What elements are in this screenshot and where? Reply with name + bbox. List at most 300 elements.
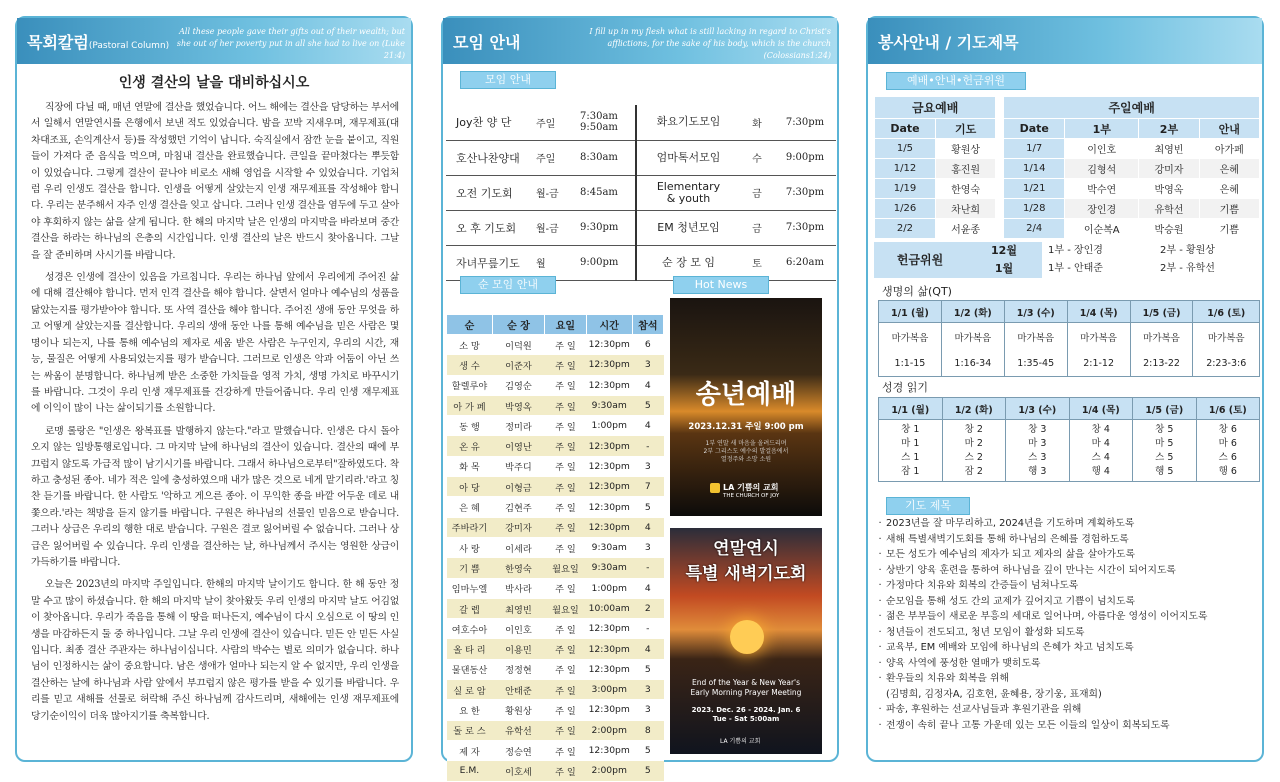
meeting-row xyxy=(446,105,836,140)
worship-cell: 아가페 xyxy=(1199,139,1259,159)
qt-book: 마가복음 xyxy=(1130,323,1193,351)
reading-item: 마 6 xyxy=(1218,437,1237,449)
prayer-text: 가정마다 치유와 회복의 간증들이 넘쳐나도록 xyxy=(886,580,1079,591)
meetings-title: 모임 안내 xyxy=(453,33,521,52)
soon-cell: 임마누엘 xyxy=(447,578,493,598)
soon-cell: 주 일 xyxy=(545,436,587,456)
soon-cell: 4 xyxy=(632,416,663,436)
reading-item: 마 4 xyxy=(1091,437,1110,449)
meeting-name: 순 장 모 임 xyxy=(636,245,740,280)
soon-cell: 주 일 xyxy=(545,395,587,415)
reading-cell xyxy=(1006,420,1070,482)
soon-cell: 주바라기 xyxy=(447,517,493,537)
worship-table xyxy=(874,96,1260,239)
qt-title: 생명의 삶(QT) xyxy=(882,285,952,298)
reading-day: 1/3 (수) xyxy=(1006,398,1070,420)
qt-verse: 2:1-12 xyxy=(1067,351,1130,377)
reading-item: 행 4 xyxy=(1091,465,1110,477)
soon-row xyxy=(447,436,664,456)
column-verse: All these people gave their gifts out of their wealth; but she out of her poverty put in all she had to live on (Luke 21:4) xyxy=(176,27,405,60)
worship-cell: 2/4 xyxy=(1004,219,1065,239)
worship-cell: 기쁨 xyxy=(1199,199,1259,219)
meeting-time: 8:30am xyxy=(580,140,636,175)
soon-cell: 9:30am xyxy=(586,537,632,557)
soon-cell: 12:30pm xyxy=(586,477,632,497)
spacer xyxy=(996,119,1004,139)
prayer-text: 전쟁이 속히 끝나 고통 가운데 있는 모든 이들의 일상이 회복되도록 xyxy=(886,719,1170,731)
meeting-day: 월-금 xyxy=(536,175,580,210)
service-prayer-panel xyxy=(866,16,1264,762)
meeting-time: 7:30pm xyxy=(774,105,836,140)
poster-sub: 1부 연말 새 마음을 올려드리며 2부 그리스도 예수의 발걸음에서 열정주와 소망 소원 xyxy=(703,440,789,463)
soon-cell: 기 쁨 xyxy=(447,558,493,578)
soon-row xyxy=(447,456,664,476)
soon-cell: 5 xyxy=(632,740,663,760)
prayer-item xyxy=(874,640,1258,656)
meeting-row xyxy=(446,210,836,245)
soon-cell: 한영숙 xyxy=(492,558,544,578)
soon-cell: 이형금 xyxy=(492,477,544,497)
soon-cell: 3:00pm xyxy=(586,680,632,700)
soon-cell: 여호수아 xyxy=(447,619,493,639)
worship-cell: 황원상 xyxy=(935,139,995,159)
reading-item: 행 3 xyxy=(1028,465,1047,477)
worship-cell: 1/26 xyxy=(875,199,936,219)
soon-cell: 생 수 xyxy=(447,355,493,375)
prayer-item xyxy=(874,718,1258,734)
soon-cell: 4 xyxy=(632,639,663,659)
soon-cell: - xyxy=(632,436,663,456)
reading-cell xyxy=(1069,420,1133,482)
soon-cell: 12:30pm xyxy=(586,619,632,639)
meeting-day: 월-금 xyxy=(536,210,580,245)
soon-cell: 유학선 xyxy=(492,720,544,740)
reading-item: 마 2 xyxy=(964,437,983,449)
soon-cell: 주 일 xyxy=(545,619,587,639)
dawn-prayer-poster[interactable] xyxy=(670,528,822,754)
soon-cell: 8 xyxy=(632,720,663,740)
worship-cell: 차난희 xyxy=(935,199,995,219)
soon-cell: 6 xyxy=(632,335,663,355)
meeting-time: 7:30pm xyxy=(774,210,836,245)
soon-cell: 주 일 xyxy=(545,517,587,537)
soon-cell: 5 xyxy=(632,659,663,679)
year-end-service-poster[interactable] xyxy=(670,298,822,516)
worship-cell: 장인경 xyxy=(1065,199,1139,219)
qt-verse: 1:1-15 xyxy=(879,351,942,377)
soon-cell: 올 타 리 xyxy=(447,639,493,659)
meeting-name: 오 후 기도회 xyxy=(446,210,536,245)
meeting-row xyxy=(446,175,836,210)
meeting-row xyxy=(446,140,836,175)
reading-day: 1/2 (화) xyxy=(942,398,1006,420)
qt-verse: 2:13-22 xyxy=(1130,351,1193,377)
reading-item: 마 5 xyxy=(1155,437,1174,449)
paragraph: 성경은 인생에 결산이 있음을 가르칩니다. 우리는 하나님 앞에서 우리에게 주어진 삶에 대해 결산해야 합니다. 먼저 인격 결산을 해야 합니다. 살면서 얼마나 예수님의 성품을 닮았는지를 평가받아야 합니다. 또 사역 결산을 해야 합니다. 주어진 생애 동안 무엇을 하고 어떻게 살았는지를 결산합니다. 우리의 생애 동안 나를 통해 예수님을 믿은 사람은 몇 명이나 되는지, 나를 통해 예수님의 제자로 세움 받은 사람은 누구인지, 우리의 시간, 재능, 물질은 어떻게 사용되었는지를 평가 받습니다. 그러므로 인생은 악과 어둠이 아닌 쓰는 싸움이 분명합니다. 하나님께 받은 소중한 가치들을 영적 가치, 생명 가치로 바꾸시기를 바랍니다. 그것이 우리 인생 재무제표를 건강하게 만들어줍니다. 우리 인생 재무제표에 이익이 많이 나는 삶이되기를 소원합니다. xyxy=(31,272,399,415)
meeting-day: 수 xyxy=(740,140,774,175)
meeting-name: 엄마톡서모임 xyxy=(636,140,740,175)
soon-cell: 주 일 xyxy=(545,497,587,517)
reading-item: 창 4 xyxy=(1091,423,1110,435)
meeting-name: Elementary & youth xyxy=(636,175,740,210)
soon-cell: 12:30pm xyxy=(586,375,632,395)
qt-day: 1/4 (목) xyxy=(1067,301,1130,323)
church-logo-icon xyxy=(710,483,720,493)
soon-cell: 12:30pm xyxy=(586,436,632,456)
worship-cell: 1/19 xyxy=(875,179,936,199)
prayer-text: 모든 성도가 예수님의 제자가 되고 제자의 삶을 살아가도록 xyxy=(886,549,1135,560)
meetings-verse: I fill up in my flesh what is still lacking in regard to Christ's afflictions, for the sake of his body, which is the church (Colossians1:24) xyxy=(589,27,831,60)
prayer-item xyxy=(874,702,1258,718)
reading-cell xyxy=(942,420,1006,482)
reading-item: 창 3 xyxy=(1028,423,1047,435)
reading-day: 1/1 (월) xyxy=(879,398,943,420)
prayer-text: 환우들의 치유와 회복을 위해 xyxy=(886,673,1009,684)
column-header xyxy=(17,18,411,64)
soon-cell: 3 xyxy=(632,537,663,557)
worship-cell: 은혜 xyxy=(1199,159,1259,179)
reading-day: 1/6 (토) xyxy=(1196,398,1260,420)
qt-book: 마가복음 xyxy=(1067,323,1130,351)
offering-month: 12월 xyxy=(966,242,1042,260)
soon-cell: 이인호 xyxy=(492,619,544,639)
meeting-row xyxy=(446,245,836,280)
reading-item: 창 6 xyxy=(1218,423,1237,435)
bullet-icon: · xyxy=(878,533,882,545)
soon-row xyxy=(447,700,664,720)
soon-cell: 아 가 페 xyxy=(447,395,493,415)
prayer-text: 순모임을 통해 성도 간의 교제가 깊어지고 기쁨이 넘치도록 xyxy=(886,595,1135,607)
sunday-title: 주일예배 xyxy=(1004,97,1260,119)
soon-cell: 최영빈 xyxy=(492,598,544,618)
soon-cell: 동 행 xyxy=(447,416,493,436)
poster-date: 2023.12.31 주일 9:00 pm xyxy=(688,422,804,432)
soon-cell: 주 일 xyxy=(545,456,587,476)
reading-item: 스 4 xyxy=(1091,451,1110,463)
soon-cell: 할렐루야 xyxy=(447,375,493,395)
worship-cell: 박승원 xyxy=(1139,219,1199,239)
soon-header: 시간 xyxy=(586,315,632,335)
worship-cell: 은혜 xyxy=(1199,179,1259,199)
meeting-time: 9:30pm xyxy=(580,210,636,245)
qt-verse: 1:16-34 xyxy=(941,351,1004,377)
soon-tab: 순 모임 안내 xyxy=(460,276,556,294)
soon-cell: 5 xyxy=(632,395,663,415)
soon-row xyxy=(447,720,664,740)
worship-cell: 1/12 xyxy=(875,159,936,179)
soon-cell: 1:00pm xyxy=(586,578,632,598)
soon-cell: 12:30pm xyxy=(586,639,632,659)
qt-verse: 2:23-3:6 xyxy=(1193,351,1260,377)
prayer-item xyxy=(874,594,1258,610)
qt-day: 1/3 (수) xyxy=(1004,301,1067,323)
soon-cell: 주 일 xyxy=(545,761,587,781)
meeting-name: EM 청년모임 xyxy=(636,210,740,245)
soon-cell: 요 한 xyxy=(447,700,493,720)
reading-item: 창 1 xyxy=(901,423,920,435)
soon-cell: 9:30am xyxy=(586,395,632,415)
soon-cell: - xyxy=(632,619,663,639)
poster-title: 송년예배 xyxy=(695,380,797,410)
bullet-icon: · xyxy=(878,611,882,622)
soon-cell: 12:30pm xyxy=(586,497,632,517)
bullet-icon: · xyxy=(878,642,882,653)
soon-header: 요일 xyxy=(545,315,587,335)
prayer-item xyxy=(874,532,1258,548)
meetings-tab: 모임 안내 xyxy=(460,71,556,89)
prayer-text: 교육부, EM 예배와 모임에 하나님의 은혜가 차고 넘치도록 xyxy=(886,642,1134,653)
soon-cell: 7 xyxy=(632,477,663,497)
qt-book: 마가복음 xyxy=(941,323,1004,351)
bullet-icon: · xyxy=(878,719,882,731)
soon-cell: 12:30pm xyxy=(586,740,632,760)
soon-cell: 2 xyxy=(632,598,663,618)
soon-cell: 화 목 xyxy=(447,456,493,476)
soon-cell: 정정현 xyxy=(492,659,544,679)
soon-cell: 주 일 xyxy=(545,335,587,355)
prayer-text: 젊은 부부들이 새로운 부흥의 세대로 일어나며, 아름다운 영성이 이어지도록 xyxy=(886,611,1208,622)
soon-cell: 갈 렙 xyxy=(447,598,493,618)
soon-row xyxy=(447,619,664,639)
worship-cell: 박수연 xyxy=(1065,179,1139,199)
soon-row xyxy=(447,335,664,355)
worship-cell: 유학선 xyxy=(1139,199,1199,219)
offering-second: 2부 - 황원상 xyxy=(1160,245,1215,256)
soon-cell: 박사라 xyxy=(492,578,544,598)
meeting-time: 9:00pm xyxy=(774,140,836,175)
paragraph: 직장에 다닐 때, 매년 연말에 결산을 했었습니다. 어느 해에는 결산을 담당하는 부서에서 일해서 연말연시를 은행에서 보낸 적도 있었습니다. 밤을 꼬박 지새우며, 재무제표(대차대조표, 손익계산서 등)를 작성했던 기억이 납니다. 숙직실에서 잠깐 눈을 붙이고, 직원들이 가져다 준 음식을 먹으며, 마침내 결산을 완료했습니다. 큰일을 끝마쳤다는 뿌듯함이 있었습니다. 그렇게 결산이 끝나야 비로소 새해 영업을 시작할 수 있었습니다. 기업처럼 우리 인생도 결산을 합니다. 인생을 어떻게 살았는지 인생 재무제표를 작성해야 합니다. 우리는 분주해서 자주 인생 결산을 잊고 삽니다. 그러나 인생 결산을 염두에 두고 살아야 후회하지 않는 삶을 살게 됩니다. 한 해의 마지막 날은 인생의 마지막을 바라보며 중간 결산을 하라는 하나님의 은총의 시간입니다. 인생 결산의 날은 반드시 찾아옵니다. 그날을 잘 준비하며 사시기를 바랍니다. xyxy=(31,102,399,261)
soon-cell: 3 xyxy=(632,355,663,375)
prayer-item xyxy=(874,609,1258,625)
soon-cell: 1:00pm xyxy=(586,416,632,436)
meeting-day: 금 xyxy=(740,175,774,210)
soon-row xyxy=(447,578,664,598)
soon-cell: 2:00pm xyxy=(586,761,632,781)
soon-cell: 실 로 암 xyxy=(447,680,493,700)
soon-cell: 3 xyxy=(632,456,663,476)
soon-cell: 물댄동산 xyxy=(447,659,493,679)
meeting-time: 7:30pm xyxy=(774,175,836,210)
sun-icon xyxy=(730,620,764,654)
qt-table xyxy=(878,300,1260,377)
worship-cell: 1/21 xyxy=(1004,179,1065,199)
offering-row xyxy=(966,242,1260,260)
spacer xyxy=(996,159,1004,179)
soon-cell: 3 xyxy=(632,700,663,720)
bullet-icon: · xyxy=(878,518,882,529)
bullet-icon: · xyxy=(878,657,882,669)
soon-header: 참석 xyxy=(632,315,663,335)
soon-cell: 12:30pm xyxy=(586,355,632,375)
bullet-icon: · xyxy=(878,549,882,560)
worship-header: 2부 xyxy=(1139,119,1199,139)
prayer-text: 양육 사역에 풍성한 열매가 맺히도록 xyxy=(886,657,1041,669)
reading-title: 성경 읽기 xyxy=(882,381,929,394)
meeting-day: 토 xyxy=(740,245,774,280)
soon-cell: 주 일 xyxy=(545,537,587,557)
friday-title: 금요예배 xyxy=(875,97,996,119)
soon-header: 순 xyxy=(447,315,493,335)
prayer-text: 2023년을 잘 마무리하고, 2024년을 기도하며 계획하도록 xyxy=(886,518,1135,529)
soon-cell: 12:30pm xyxy=(586,335,632,355)
worship-row xyxy=(875,199,1260,219)
soon-row xyxy=(447,740,664,760)
meeting-day: 주일 xyxy=(536,105,580,140)
soon-cell: 이호세 xyxy=(492,761,544,781)
worship-header: 1부 xyxy=(1065,119,1139,139)
soon-cell: 정미라 xyxy=(492,416,544,436)
meetings-table xyxy=(446,105,836,281)
qt-book: 마가복음 xyxy=(1193,323,1260,351)
worship-header: Date xyxy=(875,119,936,139)
soon-row xyxy=(447,659,664,679)
qt-book: 마가복음 xyxy=(879,323,942,351)
worship-row xyxy=(875,219,1260,239)
soon-cell: 주 일 xyxy=(545,578,587,598)
offering-row xyxy=(966,260,1260,278)
soon-cell: 4 xyxy=(632,375,663,395)
prayer-item xyxy=(874,656,1258,672)
poster2-date: 2023. Dec. 26 - 2024. Jan. 6 Tue - Sat 5:00am xyxy=(691,706,801,723)
soon-cell: 제 자 xyxy=(447,740,493,760)
offering-label: 헌금위원 xyxy=(874,242,966,278)
soon-cell: 5 xyxy=(632,761,663,781)
soon-cell: 박주디 xyxy=(492,456,544,476)
worship-cell: 최영빈 xyxy=(1139,139,1199,159)
reading-item: 마 1 xyxy=(901,437,920,449)
worship-cell: 홍진원 xyxy=(935,159,995,179)
qt-book: 마가복음 xyxy=(1004,323,1067,351)
soon-cell: 12:30pm xyxy=(586,700,632,720)
soon-cell: 3 xyxy=(632,680,663,700)
soon-cell: 정승연 xyxy=(492,740,544,760)
reading-item: 스 2 xyxy=(964,451,983,463)
reading-item: 창 2 xyxy=(964,423,983,435)
soon-cell: 강미자 xyxy=(492,517,544,537)
soon-cell: 이덕원 xyxy=(492,335,544,355)
worship-cell: 박영옥 xyxy=(1139,179,1199,199)
soon-cell: - xyxy=(632,558,663,578)
soon-row xyxy=(447,558,664,578)
spacer xyxy=(996,219,1004,239)
soon-cell: 주 일 xyxy=(545,639,587,659)
soon-table xyxy=(446,314,664,782)
worship-header: 안내 xyxy=(1199,119,1259,139)
meeting-name: Joy찬 양 단 xyxy=(446,105,536,140)
soon-cell: 이준자 xyxy=(492,355,544,375)
reading-item: 스 6 xyxy=(1218,451,1237,463)
meeting-time: 8:45am xyxy=(580,175,636,210)
reading-table xyxy=(878,397,1260,482)
worship-cell: 강미자 xyxy=(1139,159,1199,179)
paragraph: 로맹 롤랑은 "인생은 왕복표를 발행하지 않는다."라고 말했습니다. 인생은 다시 돌아오지 않는 일방통행로입니다. 그 마지막 날에 하나님의 결산이 있습니다. 결산의 때에 부끄럽지 않도록 가급적 많이 남기시기를 바랍니다. 그래서 하나님으로부터"잘하였도다. 착하고 충성된 종아. 네가 적은 일에 충성하였으매 내가 많은 것으로 네게 맡기리라.'라고 칭찬 듣기를 바랍니다. 한 사람도 '악하고 게으른 종아. 이 무익한 종을 바깥 어두운 데로 내쫓으라.'라는 책망을 듣지 않기를 바랍니다. 구원은 하나님의 선물인 믿음으로 받습니다. 그러나 상급은 우리의 행한 대로 받습니다. 구원은 결코 잃어버릴 수 없습니다. 그러나 상급은 잃어버릴 수 있습니다. 우리 인생을 결산하는 날, 하나님께서 주시는 영원한 상급이 가득하기를 바랍니다. xyxy=(31,425,399,568)
meeting-time: 7:30am 9:50am xyxy=(580,105,636,140)
worship-cell: 한영숙 xyxy=(935,179,995,199)
column-heading: 인생 결산의 날을 대비하십시오 xyxy=(118,75,310,91)
meeting-time: 9:00pm xyxy=(580,245,636,280)
reading-day: 1/4 (목) xyxy=(1069,398,1133,420)
prayer-item xyxy=(874,625,1258,641)
soon-cell: 이세라 xyxy=(492,537,544,557)
spacer xyxy=(996,139,1004,159)
column-title: 목회칼럼(Pastoral Column) xyxy=(27,33,170,52)
soon-cell: 주 일 xyxy=(545,355,587,375)
prayer-list xyxy=(874,516,1258,733)
soon-cell: 김현주 xyxy=(492,497,544,517)
soon-cell: 아 당 xyxy=(447,477,493,497)
soon-cell: 주 일 xyxy=(545,416,587,436)
worship-cell: 1/7 xyxy=(1004,139,1065,159)
soon-cell: 주 일 xyxy=(545,700,587,720)
soon-cell: 9:30am xyxy=(586,558,632,578)
prayer-text: 새해 특별새벽기도회를 통해 하나님의 은혜를 경험하도록 xyxy=(886,533,1129,545)
bullet-icon xyxy=(874,687,886,703)
column-body xyxy=(17,100,411,725)
soon-row xyxy=(447,477,664,497)
soon-cell: 김영순 xyxy=(492,375,544,395)
soon-row xyxy=(447,639,664,659)
soon-cell: 주 일 xyxy=(545,720,587,740)
soon-cell: 안태준 xyxy=(492,680,544,700)
reading-item: 마 3 xyxy=(1028,437,1047,449)
soon-row xyxy=(447,497,664,517)
prayer-item xyxy=(874,516,1258,532)
soon-cell: 4 xyxy=(632,517,663,537)
pastoral-column-panel xyxy=(15,16,413,762)
reading-item: 잠 1 xyxy=(901,465,920,477)
soon-cell: 주 일 xyxy=(545,477,587,497)
reading-day: 1/5 (금) xyxy=(1133,398,1197,420)
spacer xyxy=(996,199,1004,219)
reading-item: 창 5 xyxy=(1155,423,1174,435)
hot-news-tab: Hot News xyxy=(673,276,769,294)
paragraph: 오늘은 2023년의 마지막 주일입니다. 한해의 마지막 날이기도 합니다. 한 해 동안 정말 수고 많이 하셨습니다. 한 해의 마지막 날이 찾아왔듯 우리 인생의 마지막 날도 어김없이 찾아옵니다. 우리가 죽음을 통해 이 땅을 떠나든지, 예수님이 다시 오심으로 이 땅의 인생을 마감하든지 둘 중 하나입니다. 그날 우리 인생에 결산이 있습니다. 믿든 안 믿든 사실입니다. 최종 결산 주관자는 하나님이십니다. 사람의 박수는 별로 의미가 없습니다. 하나님이 인정하시는 삶이 중요합니다. 남은 생애가 얼마나 되는지 알 수 없지만, 우리 인생을 결산하는 날에 하나님과 사람 앞에서 부끄럽지 않은 평가를 받을 수 있기를 바랍니다. 우리를 믿고 새해를 선물로 허락해 주신 하나님께 감사드리며, 새해에는 인생 재무제표에 당기순이익이 더욱 많아지기를 축복합니다. xyxy=(31,579,399,722)
worship-cell: 1/5 xyxy=(875,139,936,159)
soon-cell: 2:00pm xyxy=(586,720,632,740)
offering-first: 1부 - 안태준 xyxy=(1048,263,1103,274)
meeting-name: 호산나찬양대 xyxy=(446,140,536,175)
soon-cell: 돌 로 스 xyxy=(447,720,493,740)
soon-cell: 5 xyxy=(632,497,663,517)
offering-second: 2부 - 유학선 xyxy=(1160,263,1215,274)
meeting-day: 화 xyxy=(740,105,774,140)
qt-day: 1/2 (화) xyxy=(941,301,1004,323)
worship-cell: 서윤종 xyxy=(935,219,995,239)
worship-cell: 1/14 xyxy=(1004,159,1065,179)
soon-cell: 이영난 xyxy=(492,436,544,456)
prayer-text: 청년들이 전도되고, 청년 모임이 활성화 되도록 xyxy=(886,626,1085,638)
soon-row xyxy=(447,375,664,395)
worship-header: 기도 xyxy=(935,119,995,139)
soon-cell: 주 일 xyxy=(545,375,587,395)
prayer-text: 파송, 후원하는 선교사님들과 후원기관을 위해 xyxy=(886,704,1082,715)
offering-list xyxy=(966,242,1260,278)
soon-row xyxy=(447,537,664,557)
meeting-day: 주일 xyxy=(536,140,580,175)
soon-cell: 황원상 xyxy=(492,700,544,720)
bullet-icon: · xyxy=(878,595,882,607)
poster-church: LA 기쁨의 교회 THE CHURCH OF JOY xyxy=(710,482,779,499)
bullet-icon: · xyxy=(878,704,882,715)
service-title: 봉사안내 / 기도제목 xyxy=(878,33,1019,52)
bullet-icon: · xyxy=(878,564,882,576)
worship-row xyxy=(875,179,1260,199)
poster2-en: End of the Year & New Year's Early Morning Prayer Meeting xyxy=(690,678,802,697)
qt-day: 1/6 (토) xyxy=(1193,301,1260,323)
prayer-text: (김명희, 김정자A, 김호현, 윤혜용, 장기웅, 표재희) xyxy=(886,688,1102,700)
soon-row xyxy=(447,416,664,436)
prayer-item xyxy=(874,578,1258,594)
